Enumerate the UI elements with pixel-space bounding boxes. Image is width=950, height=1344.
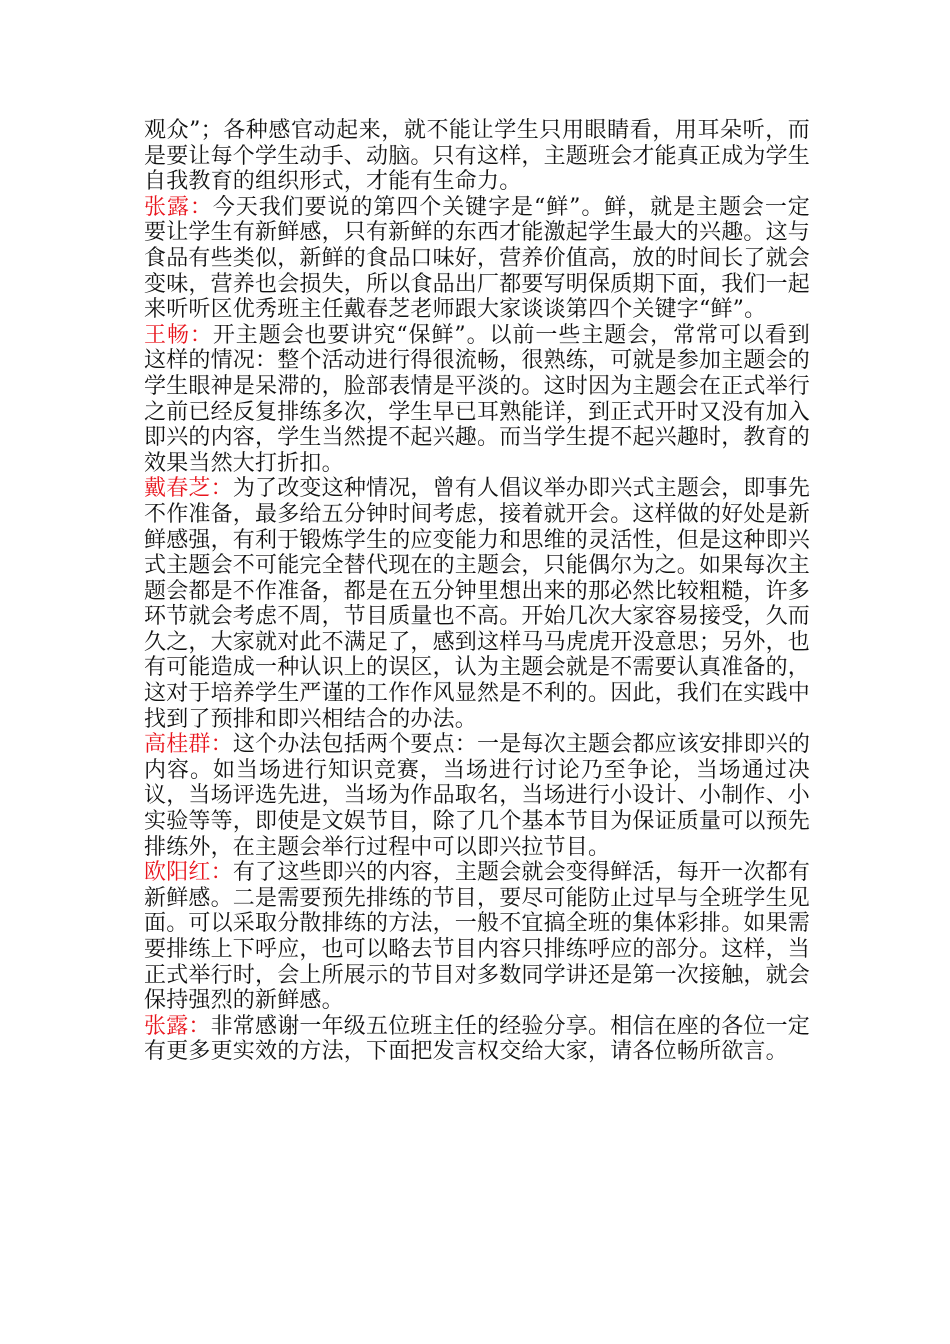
speaker-name: 张露： bbox=[144, 194, 213, 220]
paragraph-text: 有了这些即兴的内容，主题会就会变得鲜活，每开一次都有新鲜感。二是需要预先排练的节目，要尽可能防止过早与全班学生见面。可以采取分散排练的方法，一般不宜搞全班的集体彩排。如果需要排练上下呼应，也可以略去节目内容只排练呼应的部分。这样，当正式举行时，会上所展示的节目对多数同学讲还是第一次接触，就会保持强烈的新鲜感。 bbox=[144, 860, 811, 1014]
paragraph-zhang-lu-2 bbox=[144, 1014, 810, 1065]
paragraph-dai-chunzhi bbox=[144, 476, 810, 732]
speaker-name: 高桂群： bbox=[144, 732, 233, 758]
paragraph-text: 今天我们要说的第四个关键字是“鲜”。鲜，就是主题会一定要让学生有新鲜感，只有新鲜的东西才能激起学生最大的兴趣。这与食品有些类似，新鲜的食品口味好，营养价值高，放的时间长了就会变味，营养也会损失，所以食品出厂都要写明保质期下面，我们一起来听听区优秀班主任戴春芝老师跟大家谈谈第四个关键字“鲜”。 bbox=[144, 194, 811, 323]
paragraph-text: 开主题会也要讲究“保鲜”。以前一些主题会，常常可以看到这样的情况：整个活动进行得很流畅，很熟练，可就是参加主题会的学生眼神是呆滞的，脸部表情是平淡的。这时因为主题会在正式举行之前已经反复排练多次，学生早已耳熟能详，到正式开时又没有加入即兴的内容，学生当然提不起兴趣。而当学生提不起兴趣时，教育的效果当然大打折扣。 bbox=[144, 322, 811, 476]
speaker-name: 王畅： bbox=[144, 322, 213, 348]
paragraph-wang-chang bbox=[144, 323, 810, 477]
speaker-name: 欧阳红： bbox=[144, 860, 233, 886]
paragraph-ouyang-hong bbox=[144, 860, 810, 1014]
document-body bbox=[144, 118, 810, 1065]
paragraph-text: 非常感谢一年级五位班主任的经验分享。相信在座的各位一定有更多更实效的方法，下面把发言权交给大家，请各位畅所欲言。 bbox=[144, 1013, 811, 1065]
paragraph-text: 观众”；各种感官动起来，就不能让学生只用眼睛看，用耳朵听，而是要让每个学生动手、动脑。只有这样，主题班会才能真正成为学生自我教育的组织形式，才能有生命力。 bbox=[144, 118, 811, 195]
paragraph-intro bbox=[144, 118, 810, 195]
speaker-name: 张露： bbox=[144, 1013, 211, 1039]
paragraph-text: 这个办法包括两个要点：一是每次主题会都应该安排即兴的内容。如当场进行知识竞赛，当场进行讨论乃至争论，当场通过决议，当场评选先进，当场为作品取名，当场进行小设计、小制作、小实验等等，即使是文娱节目，除了几个基本节目为保证质量可以预先排练外，在主题会举行过程中可以即兴拉节目。 bbox=[144, 732, 811, 860]
paragraph-gao-guiqun bbox=[144, 732, 810, 860]
paragraph-zhang-lu-1 bbox=[144, 195, 810, 323]
paragraph-text: 为了改变这种情况，曾有人倡议举办即兴式主题会，即事先不作准备，最多给五分钟时间考虑，接着就开会。这样做的好处是新鲜感强，有利于锻炼学生的应变能力和思维的灵活性，但是这种即兴式主题会不可能完全替代现在的主题会，只能偶尔为之。如果每次主题会都是不作准备，都是在五分钟里想出来的那必然比较粗糙，许多环节就会考虑不周，节目质量也不高。开始几次大家容易接受，久而久之，大家就对此不满足了，感到这样马马虎虎开没意思；另外，也有可能造成一种认识上的误区，认为主题会就是不需要认真准备的，这对于培养学生严谨的工作作风显然是不利的。因此，我们在实践中找到了预排和即兴相结合的办法。 bbox=[144, 476, 811, 732]
speaker-name: 戴春芝： bbox=[144, 476, 233, 502]
